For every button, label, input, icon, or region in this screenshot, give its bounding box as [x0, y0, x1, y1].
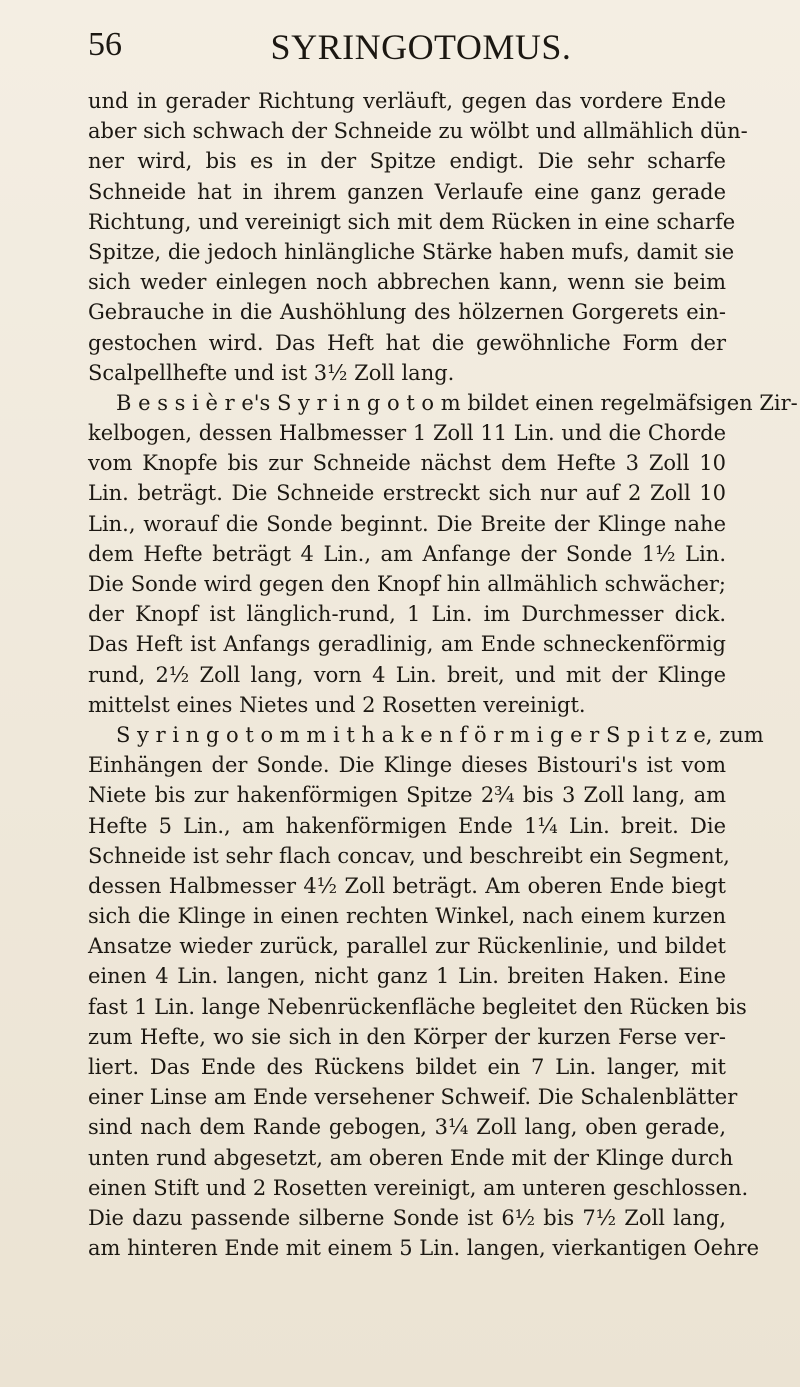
text-line: Hefte 5 Lin., am hakenförmigen Ende 1¼ Lin. breit. Die	[88, 813, 726, 838]
text-line: einer Linse am Ende versehener Schweif. Die Schalenblätter	[88, 1085, 738, 1110]
text-line: Spitze, die jedoch hinlängliche Stärke haben mufs, damit sie	[88, 239, 735, 264]
text-line: Niete bis zur hakenförmigen Spitze 2¾ bis 3 Zoll lang, am	[88, 783, 726, 808]
text-line: sind nach dem Rande gebogen, 3¼ Zoll lang, oben gerade,	[88, 1115, 726, 1140]
text-line: Das Heft ist Anfangs geradlinig, am Ende schneckenförmig	[88, 632, 726, 657]
text-line: sich weder einlegen noch abbrechen kann, wenn sie beim	[88, 270, 726, 295]
text-line: Einhängen der Sonde. Die Klinge dieses Bistouri's ist vom	[88, 753, 726, 778]
text-line: kelbogen, dessen Halbmesser 1 Zoll 11 Lin. und die Chorde	[88, 421, 726, 446]
text-line: vom Knopfe bis zur Schneide nächst dem Hefte 3 Zoll 10	[88, 451, 726, 476]
text-line: sich die Klinge in einen rechten Winkel, nach einem kurzen	[88, 904, 726, 929]
text-line: einen Stift und 2 Rosetten vereinigt, am unteren geschlossen.	[88, 1175, 749, 1200]
text-line: gestochen wird. Das Heft hat die gewöhnliche Form der	[88, 330, 726, 355]
text-line: liert. Das Ende des Rückens bildet ein 7 Lin. langer, mit	[88, 1055, 726, 1079]
text-line: B e s s i è r e's S y r i n g o t o m bildet einen regelmäfsigen Zir-	[116, 390, 798, 415]
text-line: Ansatze wieder zurück, parallel zur Rückenlinie, und bildet	[88, 934, 726, 959]
text-line: zum Hefte, wo sie sich in den Körper der kurzen Ferse ver-	[88, 1024, 726, 1049]
text-line: Richtung, und vereinigt sich mit dem Rücken in eine scharfe	[88, 209, 736, 234]
text-line: fast 1 Lin. lange Nebenrückenfläche begleitet den Rücken bis	[88, 994, 747, 1019]
text-line: Schneide hat in ihrem ganzen Verlaufe eine ganz gerade	[88, 179, 726, 204]
text-line: am hinteren Ende mit einem 5 Lin. langen, vierkantigen Oehre	[88, 1236, 759, 1261]
page-number: 56	[88, 26, 122, 63]
page-header	[88, 20, 728, 76]
text-line: Schneide ist sehr flach concav, und beschreibt ein Segment,	[88, 843, 730, 868]
body-text	[88, 86, 798, 1376]
text-line: Lin., worauf die Sonde beginnt. Die Breite der Klinge nahe	[88, 511, 726, 536]
text-line: mittelst eines Nietes und 2 Rosetten vereinigt.	[88, 692, 586, 717]
text-line: rund, 2½ Zoll lang, vorn 4 Lin. breit, und mit der Klinge	[88, 662, 726, 687]
text-line: aber sich schwach der Schneide zu wölbt und allmählich dün-	[88, 119, 748, 144]
text-line: dessen Halbmesser 4½ Zoll beträgt. Am oberen Ende biegt	[88, 873, 726, 898]
text-line: Scalpellhefte und ist 3½ Zoll lang.	[88, 360, 455, 385]
text-line: S y r i n g o t o m m i t h a k e n f ö r m i g e r S p i t z e, zum	[116, 722, 764, 747]
text-line: Die Sonde wird gegen den Knopf hin allmählich schwächer;	[88, 572, 726, 596]
text-line: dem Hefte beträgt 4 Lin., am Anfange der Sonde 1½ Lin.	[88, 541, 726, 566]
text-line: Lin. beträgt. Die Schneide erstreckt sich nur auf 2 Zoll 10	[88, 481, 726, 506]
running-head: SYRINGOTOMUS.	[270, 27, 572, 67]
text-line: der Knopf ist länglich-rund, 1 Lin. im Durchmesser dick.	[88, 602, 726, 627]
text-line: unten rund abgesetzt, am oberen Ende mit der Klinge durch	[88, 1145, 734, 1170]
text-line: und in gerader Richtung verläuft, gegen das vordere Ende	[88, 89, 726, 113]
text-line: einen 4 Lin. langen, nicht ganz 1 Lin. breiten Haken. Eine	[88, 964, 726, 989]
text-line: ner wird, bis es in der Spitze endigt. Die sehr scharfe	[88, 149, 726, 174]
text-line: Gebrauche in die Aushöhlung des hölzernen Gorgerets ein-	[88, 300, 726, 325]
text-line: Die dazu passende silberne Sonde ist 6½ bis 7½ Zoll lang,	[88, 1205, 726, 1230]
